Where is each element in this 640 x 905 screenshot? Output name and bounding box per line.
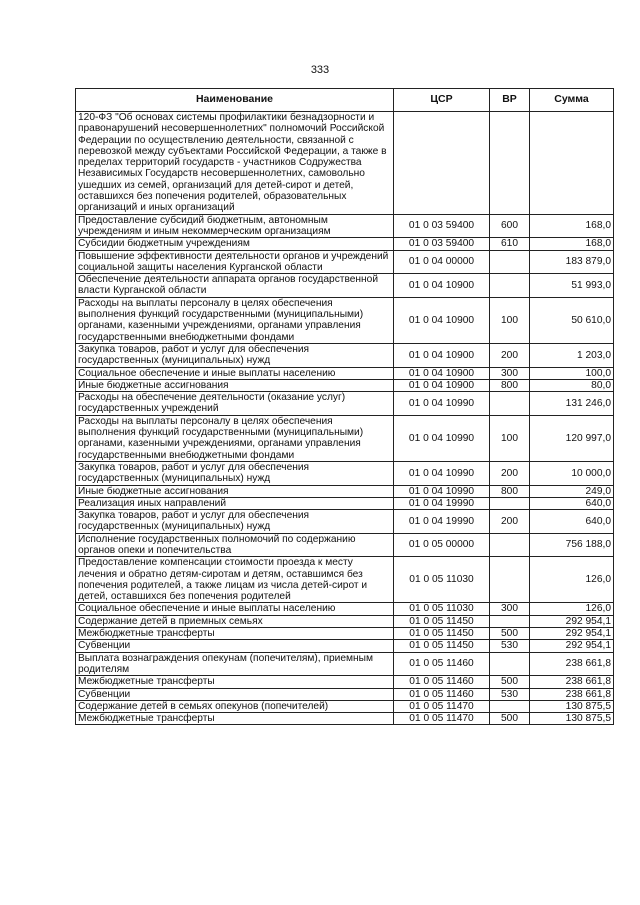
row-csr: 01 0 04 10900 xyxy=(394,367,490,379)
row-csr: 01 0 05 11470 xyxy=(394,700,490,712)
row-csr: 01 0 05 11450 xyxy=(394,615,490,627)
header-csr: ЦСР xyxy=(394,89,490,112)
table-row xyxy=(76,392,614,416)
row-name: Иные бюджетные ассигнования xyxy=(76,485,394,497)
row-csr: 01 0 03 59400 xyxy=(394,238,490,250)
row-csr: 01 0 04 10990 xyxy=(394,392,490,416)
row-sum: 130 875,5 xyxy=(530,700,614,712)
row-vr: 800 xyxy=(490,379,530,391)
row-vr xyxy=(490,497,530,509)
table-row xyxy=(76,379,614,391)
row-sum: 130 875,5 xyxy=(530,713,614,725)
row-csr: 01 0 04 19990 xyxy=(394,497,490,509)
row-sum: 168,0 xyxy=(530,238,614,250)
header-sum: Сумма xyxy=(530,89,614,112)
row-csr: 01 0 05 11460 xyxy=(394,676,490,688)
row-sum: 756 188,0 xyxy=(530,533,614,557)
row-vr: 100 xyxy=(490,415,530,461)
row-sum: 292 954,1 xyxy=(530,615,614,627)
row-csr: 01 0 04 10990 xyxy=(394,415,490,461)
row-sum: 126,0 xyxy=(530,557,614,603)
row-csr: 01 0 04 10900 xyxy=(394,274,490,298)
table-row xyxy=(76,640,614,652)
row-vr: 600 xyxy=(490,214,530,238)
row-vr xyxy=(490,274,530,298)
table-row xyxy=(76,533,614,557)
row-vr xyxy=(490,557,530,603)
row-sum: 640,0 xyxy=(530,497,614,509)
row-name: Субвенции xyxy=(76,688,394,700)
row-csr: 01 0 03 59400 xyxy=(394,214,490,238)
row-name: Межбюджетные трансферты xyxy=(76,713,394,725)
row-vr: 500 xyxy=(490,628,530,640)
table-header-row xyxy=(76,89,614,112)
row-name: Исполнение государственных полномочий по содержанию органов опеки и попечительства xyxy=(76,533,394,557)
table-row xyxy=(76,652,614,676)
row-sum xyxy=(530,112,614,215)
row-csr: 01 0 05 11450 xyxy=(394,640,490,652)
table-row xyxy=(76,628,614,640)
row-vr xyxy=(490,700,530,712)
table-row xyxy=(76,603,614,615)
row-name: Обеспечение деятельности аппарата органов государственной власти Курганской области xyxy=(76,274,394,298)
row-sum: 1 203,0 xyxy=(530,343,614,367)
row-name: Закупка товаров, работ и услуг для обеспечения государственных (муниципальных) нужд xyxy=(76,461,394,485)
row-name: Межбюджетные трансферты xyxy=(76,676,394,688)
row-name: 120-ФЗ "Об основах системы профилактики безнадзорности и правонарушений несовершеннолетних" полномочий Российской Федерации по осуществлению деятельности, связанной с перевозкой между субъектами Российской Федерации, а также в пределах территорий государств - участников Содружества Независимых Государств несовершеннолетних, самовольно ушедших из семей, организаций для детей-сирот и детей, оставшихся без попечения родителей, образовательных организаций и иных организаций xyxy=(76,112,394,215)
row-csr: 01 0 05 11460 xyxy=(394,652,490,676)
table-row xyxy=(76,510,614,534)
table-row xyxy=(76,112,614,215)
row-sum: 100,0 xyxy=(530,367,614,379)
table-row xyxy=(76,688,614,700)
row-name: Содержание детей в приемных семьях xyxy=(76,615,394,627)
row-sum: 126,0 xyxy=(530,603,614,615)
table-row xyxy=(76,238,614,250)
table-row xyxy=(76,713,614,725)
row-vr: 200 xyxy=(490,461,530,485)
header-name: Наименование xyxy=(76,89,394,112)
row-sum: 168,0 xyxy=(530,214,614,238)
row-sum: 238 661,8 xyxy=(530,676,614,688)
table-row xyxy=(76,676,614,688)
row-name: Содержание детей в семьях опекунов (попечителей) xyxy=(76,700,394,712)
row-csr: 01 0 04 10990 xyxy=(394,485,490,497)
row-sum: 80,0 xyxy=(530,379,614,391)
row-vr: 300 xyxy=(490,603,530,615)
table-row xyxy=(76,485,614,497)
table-row xyxy=(76,367,614,379)
row-csr: 01 0 04 10900 xyxy=(394,379,490,391)
table-row xyxy=(76,700,614,712)
table-row xyxy=(76,415,614,461)
row-name: Реализация иных направлений xyxy=(76,497,394,509)
table-row xyxy=(76,343,614,367)
row-csr xyxy=(394,112,490,215)
row-vr xyxy=(490,615,530,627)
row-csr: 01 0 05 11030 xyxy=(394,557,490,603)
row-sum: 51 993,0 xyxy=(530,274,614,298)
row-csr: 01 0 04 10900 xyxy=(394,297,490,343)
row-vr xyxy=(490,250,530,274)
row-vr: 500 xyxy=(490,676,530,688)
row-name: Социальное обеспечение и иные выплаты населению xyxy=(76,367,394,379)
budget-table xyxy=(75,88,614,725)
row-csr: 01 0 05 11470 xyxy=(394,713,490,725)
row-csr: 01 0 04 19990 xyxy=(394,510,490,534)
row-name: Субсидии бюджетным учреждениям xyxy=(76,238,394,250)
table-row xyxy=(76,497,614,509)
row-sum: 292 954,1 xyxy=(530,640,614,652)
row-name: Иные бюджетные ассигнования xyxy=(76,379,394,391)
row-vr: 610 xyxy=(490,238,530,250)
row-name: Расходы на выплаты персоналу в целях обеспечения выполнения функций государственными (муниципальными) органами, казенными учреждениями, органами управления государственными внебюджетными фондами xyxy=(76,415,394,461)
row-vr: 200 xyxy=(490,343,530,367)
row-vr: 500 xyxy=(490,713,530,725)
row-name: Предоставление субсидий бюджетным, автономным учреждениям и иным некоммерческим организациям xyxy=(76,214,394,238)
row-sum: 50 610,0 xyxy=(530,297,614,343)
row-sum: 640,0 xyxy=(530,510,614,534)
row-sum: 183 879,0 xyxy=(530,250,614,274)
row-sum: 292 954,1 xyxy=(530,628,614,640)
table-row xyxy=(76,274,614,298)
row-name: Закупка товаров, работ и услуг для обеспечения государственных (муниципальных) нужд xyxy=(76,510,394,534)
table-row xyxy=(76,297,614,343)
row-name: Выплата вознаграждения опекунам (попечителям), приемным родителям xyxy=(76,652,394,676)
row-csr: 01 0 04 10900 xyxy=(394,343,490,367)
row-sum: 10 000,0 xyxy=(530,461,614,485)
row-csr: 01 0 04 10990 xyxy=(394,461,490,485)
page-number: 333 xyxy=(310,64,330,76)
row-vr: 530 xyxy=(490,688,530,700)
row-name: Социальное обеспечение и иные выплаты населению xyxy=(76,603,394,615)
row-name: Повышение эффективности деятельности органов и учреждений социальной защиты населения Курганской области xyxy=(76,250,394,274)
table-row xyxy=(76,214,614,238)
row-sum: 249,0 xyxy=(530,485,614,497)
row-sum: 238 661,8 xyxy=(530,688,614,700)
table-row xyxy=(76,615,614,627)
row-csr: 01 0 05 11460 xyxy=(394,688,490,700)
row-sum: 238 661,8 xyxy=(530,652,614,676)
table-row xyxy=(76,461,614,485)
table-row xyxy=(76,250,614,274)
row-csr: 01 0 05 00000 xyxy=(394,533,490,557)
row-name: Расходы на обеспечение деятельности (оказание услуг) государственных учреждений xyxy=(76,392,394,416)
row-vr: 100 xyxy=(490,297,530,343)
row-name: Расходы на выплаты персоналу в целях обеспечения выполнения функций государственными (муниципальными) органами, казенными учреждениями, органами управления государственными внебюджетными фондами xyxy=(76,297,394,343)
row-vr xyxy=(490,652,530,676)
row-vr xyxy=(490,392,530,416)
row-csr: 01 0 04 00000 xyxy=(394,250,490,274)
row-name: Межбюджетные трансферты xyxy=(76,628,394,640)
row-sum: 120 997,0 xyxy=(530,415,614,461)
row-vr: 200 xyxy=(490,510,530,534)
row-vr: 530 xyxy=(490,640,530,652)
row-name: Закупка товаров, работ и услуг для обеспечения государственных (муниципальных) нужд xyxy=(76,343,394,367)
row-name: Субвенции xyxy=(76,640,394,652)
row-sum: 131 246,0 xyxy=(530,392,614,416)
row-vr: 300 xyxy=(490,367,530,379)
header-vr: ВР xyxy=(490,89,530,112)
row-name: Предоставление компенсации стоимости проезда к месту лечения и обратно детям-сиротам и детям, оставшимся без попечения родителей, а также лицам из числа детей-сирот и детей, оставшихся без попечения родителей xyxy=(76,557,394,603)
row-vr: 800 xyxy=(490,485,530,497)
row-csr: 01 0 05 11030 xyxy=(394,603,490,615)
table-row xyxy=(76,557,614,603)
row-vr xyxy=(490,533,530,557)
row-vr xyxy=(490,112,530,215)
row-csr: 01 0 05 11450 xyxy=(394,628,490,640)
